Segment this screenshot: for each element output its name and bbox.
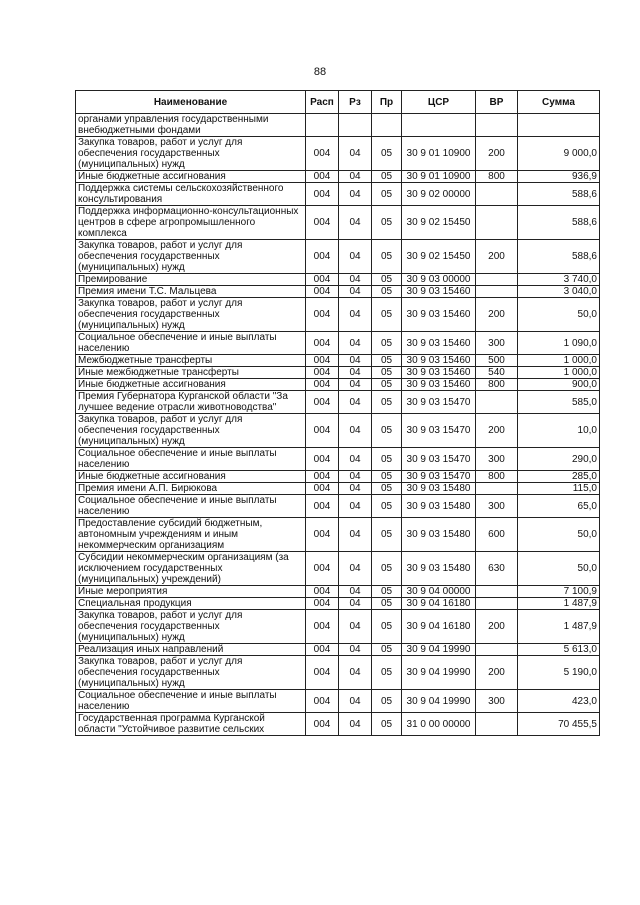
cell-pr: 05 — [372, 471, 402, 483]
cell-rz — [339, 114, 372, 137]
table-row — [76, 656, 600, 690]
cell-sum: 50,0 — [518, 552, 600, 586]
cell-csr: 30 9 03 15470 — [402, 391, 476, 414]
cell-rasp: 004 — [306, 656, 339, 690]
cell-name: Премия имени А.П. Бирюкова — [76, 483, 306, 495]
cell-sum: 588,6 — [518, 183, 600, 206]
cell-csr: 30 9 03 15460 — [402, 286, 476, 298]
cell-csr: 30 9 02 00000 — [402, 183, 476, 206]
cell-rz: 04 — [339, 471, 372, 483]
cell-name: Закупка товаров, работ и услуг для обеспечения государственных (муниципальных) нужд — [76, 298, 306, 332]
cell-name: Социальное обеспечение и иные выплаты населению — [76, 690, 306, 713]
header-sum: Сумма — [518, 91, 600, 114]
cell-name: органами управления государственными внебюджетными фондами — [76, 114, 306, 137]
header-vr: ВР — [476, 91, 518, 114]
cell-csr: 30 9 02 15450 — [402, 206, 476, 240]
cell-sum: 50,0 — [518, 518, 600, 552]
table-row — [76, 137, 600, 171]
cell-vr: 300 — [476, 690, 518, 713]
table-row — [76, 171, 600, 183]
cell-pr: 05 — [372, 391, 402, 414]
table-row — [76, 518, 600, 552]
cell-name: Социальное обеспечение и иные выплаты населению — [76, 448, 306, 471]
cell-name: Закупка товаров, работ и услуг для обеспечения государственных (муниципальных) нужд — [76, 656, 306, 690]
cell-pr: 05 — [372, 518, 402, 552]
cell-csr: 30 9 04 16180 — [402, 610, 476, 644]
cell-vr — [476, 183, 518, 206]
cell-name: Закупка товаров, работ и услуг для обеспечения государственных (муниципальных) нужд — [76, 137, 306, 171]
cell-pr: 05 — [372, 414, 402, 448]
cell-csr: 30 9 03 15480 — [402, 518, 476, 552]
cell-pr: 05 — [372, 367, 402, 379]
cell-rz: 04 — [339, 355, 372, 367]
cell-csr: 30 9 03 15460 — [402, 367, 476, 379]
header-rz: Рз — [339, 91, 372, 114]
cell-name: Премия Губернатора Курганской области "За лучшее ведение отрасли животноводства" — [76, 391, 306, 414]
cell-rasp — [306, 114, 339, 137]
cell-name: Иные бюджетные ассигнования — [76, 379, 306, 391]
cell-name: Социальное обеспечение и иные выплаты населению — [76, 495, 306, 518]
cell-rasp: 004 — [306, 206, 339, 240]
cell-name: Иные межбюджетные трансферты — [76, 367, 306, 379]
cell-csr: 30 9 02 15450 — [402, 240, 476, 274]
table-row — [76, 586, 600, 598]
cell-pr: 05 — [372, 644, 402, 656]
cell-rasp: 004 — [306, 598, 339, 610]
cell-csr: 30 9 04 00000 — [402, 586, 476, 598]
cell-sum: 5 613,0 — [518, 644, 600, 656]
table-row — [76, 690, 600, 713]
cell-rasp: 004 — [306, 332, 339, 355]
page-number: 88 — [313, 66, 327, 78]
cell-rasp: 004 — [306, 552, 339, 586]
header-csr: ЦСР — [402, 91, 476, 114]
cell-vr — [476, 586, 518, 598]
cell-pr: 05 — [372, 713, 402, 736]
cell-name: Закупка товаров, работ и услуг для обеспечения государственных (муниципальных) нужд — [76, 414, 306, 448]
cell-rasp: 004 — [306, 483, 339, 495]
cell-vr — [476, 644, 518, 656]
table-row — [76, 183, 600, 206]
cell-rz: 04 — [339, 298, 372, 332]
cell-sum: 7 100,9 — [518, 586, 600, 598]
cell-vr — [476, 483, 518, 495]
table-body — [76, 114, 600, 736]
table-row — [76, 286, 600, 298]
cell-rz: 04 — [339, 690, 372, 713]
cell-csr: 30 9 03 00000 — [402, 274, 476, 286]
cell-csr: 30 9 03 15470 — [402, 471, 476, 483]
cell-csr: 30 9 01 10900 — [402, 171, 476, 183]
cell-rz: 04 — [339, 332, 372, 355]
cell-vr: 200 — [476, 298, 518, 332]
cell-rasp: 004 — [306, 586, 339, 598]
cell-csr: 30 9 03 15460 — [402, 298, 476, 332]
table-header-row — [76, 91, 600, 114]
cell-pr — [372, 114, 402, 137]
cell-rz: 04 — [339, 644, 372, 656]
cell-pr: 05 — [372, 598, 402, 610]
cell-sum: 65,0 — [518, 495, 600, 518]
cell-pr: 05 — [372, 610, 402, 644]
cell-name: Закупка товаров, работ и услуг для обеспечения государственных (муниципальных) нужд — [76, 240, 306, 274]
cell-csr — [402, 114, 476, 137]
cell-pr: 05 — [372, 286, 402, 298]
table-row — [76, 448, 600, 471]
cell-rasp: 004 — [306, 495, 339, 518]
cell-rz: 04 — [339, 206, 372, 240]
cell-pr: 05 — [372, 332, 402, 355]
cell-name: Специальная продукция — [76, 598, 306, 610]
cell-csr: 30 9 04 19990 — [402, 690, 476, 713]
cell-vr: 200 — [476, 414, 518, 448]
cell-rasp: 004 — [306, 137, 339, 171]
cell-sum: 1 487,9 — [518, 610, 600, 644]
cell-csr: 30 9 03 15470 — [402, 448, 476, 471]
cell-rz: 04 — [339, 183, 372, 206]
cell-vr — [476, 286, 518, 298]
cell-sum: 9 000,0 — [518, 137, 600, 171]
cell-rasp: 004 — [306, 274, 339, 286]
cell-rasp: 004 — [306, 379, 339, 391]
table-row — [76, 713, 600, 736]
cell-name: Социальное обеспечение и иные выплаты населению — [76, 332, 306, 355]
table-row — [76, 483, 600, 495]
cell-rz: 04 — [339, 483, 372, 495]
cell-sum: 50,0 — [518, 298, 600, 332]
cell-rz: 04 — [339, 713, 372, 736]
cell-rz: 04 — [339, 274, 372, 286]
cell-rz: 04 — [339, 171, 372, 183]
table-row — [76, 644, 600, 656]
cell-pr: 05 — [372, 206, 402, 240]
cell-name: Закупка товаров, работ и услуг для обеспечения государственных (муниципальных) нужд — [76, 610, 306, 644]
cell-sum: 1 000,0 — [518, 367, 600, 379]
cell-csr: 30 9 04 19990 — [402, 644, 476, 656]
cell-sum: 423,0 — [518, 690, 600, 713]
cell-rz: 04 — [339, 610, 372, 644]
table-row — [76, 240, 600, 274]
cell-rasp: 004 — [306, 286, 339, 298]
cell-rasp: 004 — [306, 414, 339, 448]
header-name: Наименование — [76, 91, 306, 114]
cell-sum: 585,0 — [518, 391, 600, 414]
cell-vr — [476, 598, 518, 610]
cell-vr — [476, 391, 518, 414]
cell-sum: 936,9 — [518, 171, 600, 183]
cell-pr: 05 — [372, 240, 402, 274]
cell-csr: 30 9 03 15480 — [402, 552, 476, 586]
cell-vr: 200 — [476, 137, 518, 171]
cell-sum: 900,0 — [518, 379, 600, 391]
cell-csr: 31 0 00 00000 — [402, 713, 476, 736]
cell-rz: 04 — [339, 552, 372, 586]
cell-sum: 115,0 — [518, 483, 600, 495]
cell-pr: 05 — [372, 183, 402, 206]
cell-sum: 1 090,0 — [518, 332, 600, 355]
cell-vr: 300 — [476, 448, 518, 471]
cell-pr: 05 — [372, 137, 402, 171]
cell-sum: 588,6 — [518, 240, 600, 274]
cell-sum: 1 487,9 — [518, 598, 600, 610]
cell-pr: 05 — [372, 298, 402, 332]
cell-name: Реализация иных направлений — [76, 644, 306, 656]
table-row — [76, 114, 600, 137]
cell-rz: 04 — [339, 598, 372, 610]
table-row — [76, 471, 600, 483]
cell-name: Поддержка системы сельскохозяйственного консультирования — [76, 183, 306, 206]
cell-vr — [476, 114, 518, 137]
cell-vr: 300 — [476, 495, 518, 518]
cell-rasp: 004 — [306, 644, 339, 656]
table-row — [76, 495, 600, 518]
cell-pr: 05 — [372, 690, 402, 713]
table-row — [76, 332, 600, 355]
cell-name: Поддержка информационно-консультационных центров в сфере агропромышленного комплекса — [76, 206, 306, 240]
cell-pr: 05 — [372, 586, 402, 598]
cell-sum: 70 455,5 — [518, 713, 600, 736]
table-row — [76, 298, 600, 332]
cell-csr: 30 9 04 19990 — [402, 656, 476, 690]
cell-csr: 30 9 03 15460 — [402, 332, 476, 355]
cell-rz: 04 — [339, 414, 372, 448]
cell-name: Субсидии некоммерческим организациям (за исключением государственных (муниципальных) учреждений) — [76, 552, 306, 586]
cell-rasp: 004 — [306, 690, 339, 713]
cell-rasp: 004 — [306, 610, 339, 644]
cell-vr: 500 — [476, 355, 518, 367]
cell-name: Предоставление субсидий бюджетным, автономным учреждениям и иным некоммерческим организациям — [76, 518, 306, 552]
cell-rz: 04 — [339, 391, 372, 414]
cell-name: Иные бюджетные ассигнования — [76, 471, 306, 483]
header-pr: Пр — [372, 91, 402, 114]
table-row — [76, 379, 600, 391]
cell-rasp: 004 — [306, 183, 339, 206]
cell-rasp: 004 — [306, 240, 339, 274]
cell-csr: 30 9 01 10900 — [402, 137, 476, 171]
cell-pr: 05 — [372, 379, 402, 391]
cell-rasp: 004 — [306, 171, 339, 183]
cell-sum: 290,0 — [518, 448, 600, 471]
cell-rasp: 004 — [306, 713, 339, 736]
cell-sum: 1 000,0 — [518, 355, 600, 367]
cell-rz: 04 — [339, 586, 372, 598]
cell-vr — [476, 206, 518, 240]
cell-vr: 200 — [476, 656, 518, 690]
budget-table — [75, 90, 600, 736]
table-row — [76, 206, 600, 240]
cell-vr: 540 — [476, 367, 518, 379]
cell-name: Государственная программа Курганской области "Устойчивое развитие сельских — [76, 713, 306, 736]
cell-rz: 04 — [339, 367, 372, 379]
cell-pr: 05 — [372, 483, 402, 495]
cell-rasp: 004 — [306, 355, 339, 367]
cell-sum: 285,0 — [518, 471, 600, 483]
cell-sum: 5 190,0 — [518, 656, 600, 690]
cell-rz: 04 — [339, 448, 372, 471]
cell-pr: 05 — [372, 495, 402, 518]
cell-rz: 04 — [339, 656, 372, 690]
cell-vr: 800 — [476, 171, 518, 183]
cell-name: Межбюджетные трансферты — [76, 355, 306, 367]
table-row — [76, 552, 600, 586]
header-rasp: Расп — [306, 91, 339, 114]
cell-csr: 30 9 03 15480 — [402, 483, 476, 495]
cell-vr — [476, 713, 518, 736]
cell-sum — [518, 114, 600, 137]
cell-name: Премирование — [76, 274, 306, 286]
cell-rasp: 004 — [306, 518, 339, 552]
cell-vr: 200 — [476, 240, 518, 274]
cell-name: Иные бюджетные ассигнования — [76, 171, 306, 183]
cell-rasp: 004 — [306, 448, 339, 471]
cell-rz: 04 — [339, 495, 372, 518]
table-row — [76, 391, 600, 414]
cell-sum: 588,6 — [518, 206, 600, 240]
cell-pr: 05 — [372, 355, 402, 367]
cell-rz: 04 — [339, 137, 372, 171]
cell-vr: 800 — [476, 471, 518, 483]
table-row — [76, 598, 600, 610]
cell-name: Иные мероприятия — [76, 586, 306, 598]
cell-vr — [476, 274, 518, 286]
cell-rz: 04 — [339, 379, 372, 391]
cell-csr: 30 9 03 15460 — [402, 355, 476, 367]
table-row — [76, 610, 600, 644]
table-row — [76, 274, 600, 286]
cell-pr: 05 — [372, 448, 402, 471]
cell-rz: 04 — [339, 240, 372, 274]
cell-pr: 05 — [372, 552, 402, 586]
cell-pr: 05 — [372, 171, 402, 183]
cell-csr: 30 9 03 15470 — [402, 414, 476, 448]
cell-rz: 04 — [339, 286, 372, 298]
cell-sum: 3 740,0 — [518, 274, 600, 286]
table-row — [76, 367, 600, 379]
cell-rasp: 004 — [306, 391, 339, 414]
cell-vr: 630 — [476, 552, 518, 586]
table-row — [76, 355, 600, 367]
cell-rz: 04 — [339, 518, 372, 552]
cell-csr: 30 9 04 16180 — [402, 598, 476, 610]
cell-vr: 300 — [476, 332, 518, 355]
cell-pr: 05 — [372, 656, 402, 690]
cell-rasp: 004 — [306, 471, 339, 483]
cell-sum: 3 040,0 — [518, 286, 600, 298]
cell-vr: 200 — [476, 610, 518, 644]
cell-pr: 05 — [372, 274, 402, 286]
cell-name: Премия имени Т.С. Мальцева — [76, 286, 306, 298]
cell-rasp: 004 — [306, 298, 339, 332]
cell-csr: 30 9 03 15480 — [402, 495, 476, 518]
cell-sum: 10,0 — [518, 414, 600, 448]
cell-vr: 800 — [476, 379, 518, 391]
cell-csr: 30 9 03 15460 — [402, 379, 476, 391]
cell-rasp: 004 — [306, 367, 339, 379]
table-row — [76, 414, 600, 448]
cell-vr: 600 — [476, 518, 518, 552]
